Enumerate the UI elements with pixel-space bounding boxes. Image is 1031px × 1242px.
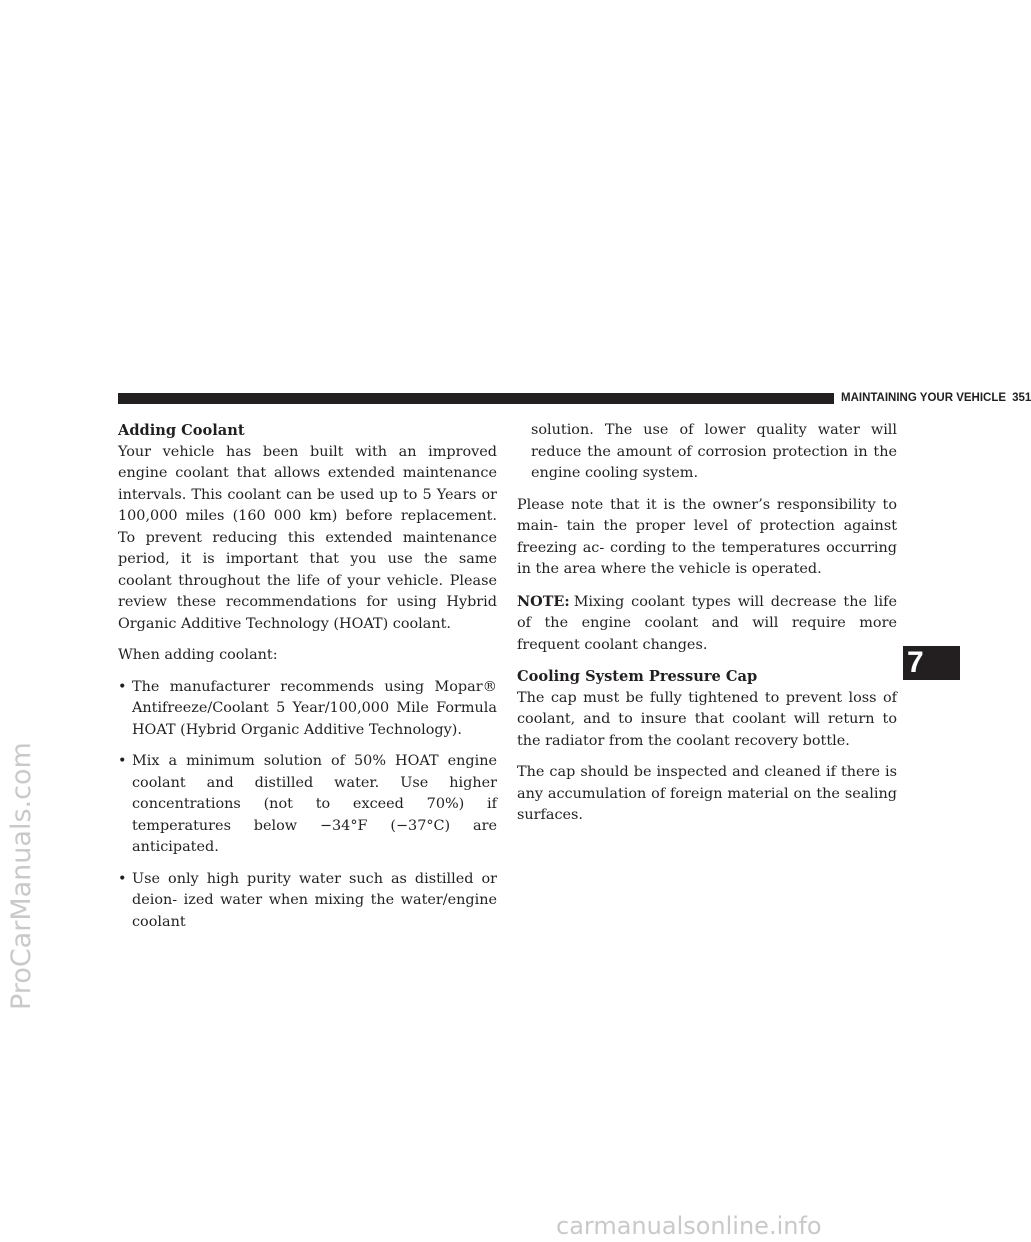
section-tab: 7 [903, 646, 960, 680]
right-column [517, 420, 897, 837]
bottom-watermark: carmanualsonline.info [556, 1212, 822, 1240]
running-header [841, 390, 1031, 407]
list-item [118, 869, 497, 934]
note-text: Mixing coolant types will decrease the life of the engine coolant and will require more frequent coolant changes. [517, 593, 897, 653]
note-label: NOTE: [517, 592, 570, 610]
heading-adding-coolant: Adding Coolant [118, 422, 245, 439]
header-rule [118, 393, 834, 404]
page-number: 351 [1012, 392, 1031, 404]
coolant-bullet-list [118, 677, 497, 934]
bullet-text: Mix a minimum solution of 50% HOAT engine coolant and distilled water. Use higher concentrations (not to exceed 70%) if temperatures below −34°F (−37°C) are anticipated. [132, 753, 497, 855]
list-item [118, 677, 497, 742]
intro-paragraph: Your vehicle has been built with an improved engine coolant that allows extended maintenance intervals. This coolant can be used up to 5 Years or 100,000 miles (160 000 km) before replacement. To prevent reducing this extended maintenance period, it is important that you use the same coolant throughout the life of your vehicle. Please review these recommendations for using Hybrid Organic Additive Technology (HOAT) coolant. [118, 443, 497, 632]
bullet-text: Use only high purity water such as distilled or deion- ized water when mixing the water/engine coolant [132, 870, 497, 930]
inspection-paragraph: The cap should be inspected and cleaned if there is any accumulation of foreign material on the sealing surfaces. [517, 764, 897, 823]
lead-in-text: When adding coolant: [118, 647, 278, 663]
side-watermark: ProCarManuals.com [6, 742, 37, 1010]
left-column [118, 420, 497, 943]
pressure-cap-paragraph: The cap must be fully tightened to prevent loss of coolant, and to insure that coolant will return to the radiator from the coolant recovery bottle. [517, 689, 897, 749]
bullet-glyph: • [118, 678, 127, 695]
bullet-continuation: solution. The use of lower quality water will reduce the amount of corrosion protection in the engine cooling system. [531, 422, 897, 481]
section-title: MAINTAINING YOUR VEHICLE [841, 392, 1007, 404]
bullet-text: The manufacturer recommends using Mopar® Antifreeze/Coolant 5 Year/100,000 Mile Formula HOAT (Hybrid Organic Additive Technology). [132, 678, 497, 738]
bullet-glyph: • [118, 753, 127, 769]
note-paragraph [517, 591, 897, 657]
list-item [118, 751, 497, 859]
bullet-glyph: • [118, 870, 127, 887]
heading-pressure-cap: Cooling System Pressure Cap [517, 668, 758, 685]
responsibility-paragraph: Please note that it is the owner’s responsibility to main- tain the proper level of protection against freezing ac- cording to the temperatures occurring in the area where the vehicle is operated. [517, 496, 897, 577]
